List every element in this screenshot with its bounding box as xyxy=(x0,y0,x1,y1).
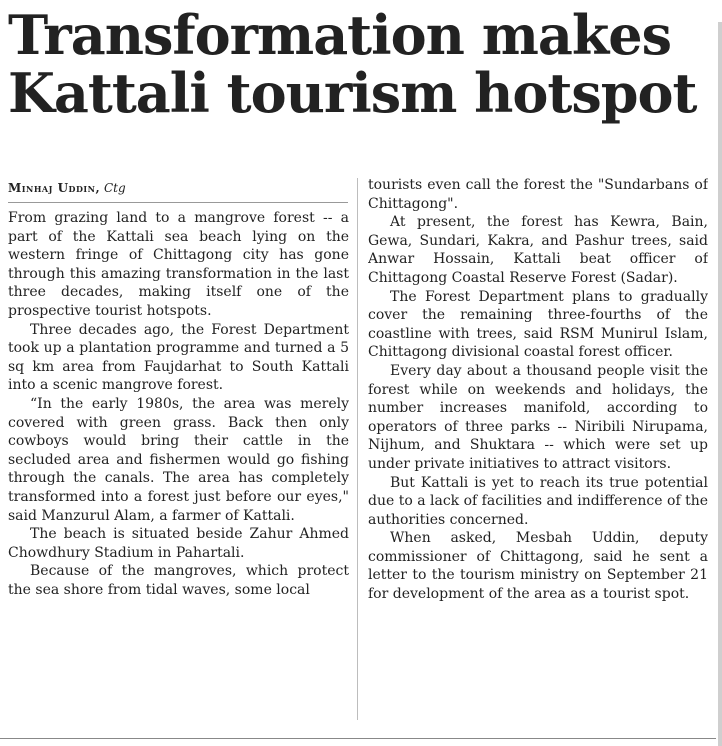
headline: Transformation makes Kattali tourism hotspot xyxy=(8,3,697,125)
paragraph: From grazing land to a mangrove forest -- a part of the Kattali sea beach lying on the western fringe of Chittagong city has gone through this amazing transformation in the last three decades, making itself one of the prospective tourist hotspots. xyxy=(8,210,349,319)
column-divider xyxy=(357,178,358,720)
paragraph: Because of the mangroves, which protect the sea shore from tidal waves, some local xyxy=(8,563,349,598)
byline xyxy=(8,180,126,196)
byline-author: Minhaj Uddin, xyxy=(8,181,101,195)
bottom-rule xyxy=(0,738,716,739)
byline-rule xyxy=(8,202,348,203)
paragraph: The beach is situated beside Zahur Ahmed Chowdhury Stadium in Pahartali. xyxy=(8,526,349,561)
paragraph: Every day about a thousand people visit the forest while on weekends and holidays, the number increases manifold, according to operators of three parks -- Niribili Nirupama, Nijhum, and Shuktara -- which were set up under private initiatives to attract visitors. xyxy=(368,362,708,472)
article-column-left xyxy=(8,209,349,719)
paragraph: Three decades ago, the Forest Department took up a plantation programme and turned a 5 sq km area from Faujdarhat to South Kattali into a scenic mangrove forest. xyxy=(8,321,349,394)
article-column-right xyxy=(368,176,708,720)
page-edge-shadow xyxy=(718,22,722,746)
paragraph: At present, the forest has Kewra, Bain, Gewa, Sundari, Kakra, and Pashur trees, said Anwar Hossain, Kattali beat officer of Chittagong Coastal Reserve Forest (Sadar). xyxy=(368,214,708,286)
paragraph: “In the early 1980s, the area was merely covered with green grass. Back then only cowboys would bring their cattle in the secluded area and fishermen would go fishing through the canals. The area has completely transformed into a forest just before our eyes," said Manzurul Alam, a farmer of Kattali. xyxy=(8,395,349,524)
paragraph: The Forest Department plans to gradually cover the remaining three-fourths of the coastline with trees, said RSM Munirul Islam, Chittagong divisional coastal forest officer. xyxy=(368,288,708,361)
byline-location: Ctg xyxy=(103,181,126,195)
paragraph: When asked, Mesbah Uddin, deputy commissioner of Chittagong, said he sent a letter to the tourism ministry on September 21 for development of the area as a tourist spot. xyxy=(368,530,708,603)
paragraph: But Kattali is yet to reach its true potential due to a lack of facilities and indifference of the authorities concerned. xyxy=(368,474,708,528)
paragraph: tourists even call the forest the "Sundarbans of Chittagong". xyxy=(368,177,708,212)
